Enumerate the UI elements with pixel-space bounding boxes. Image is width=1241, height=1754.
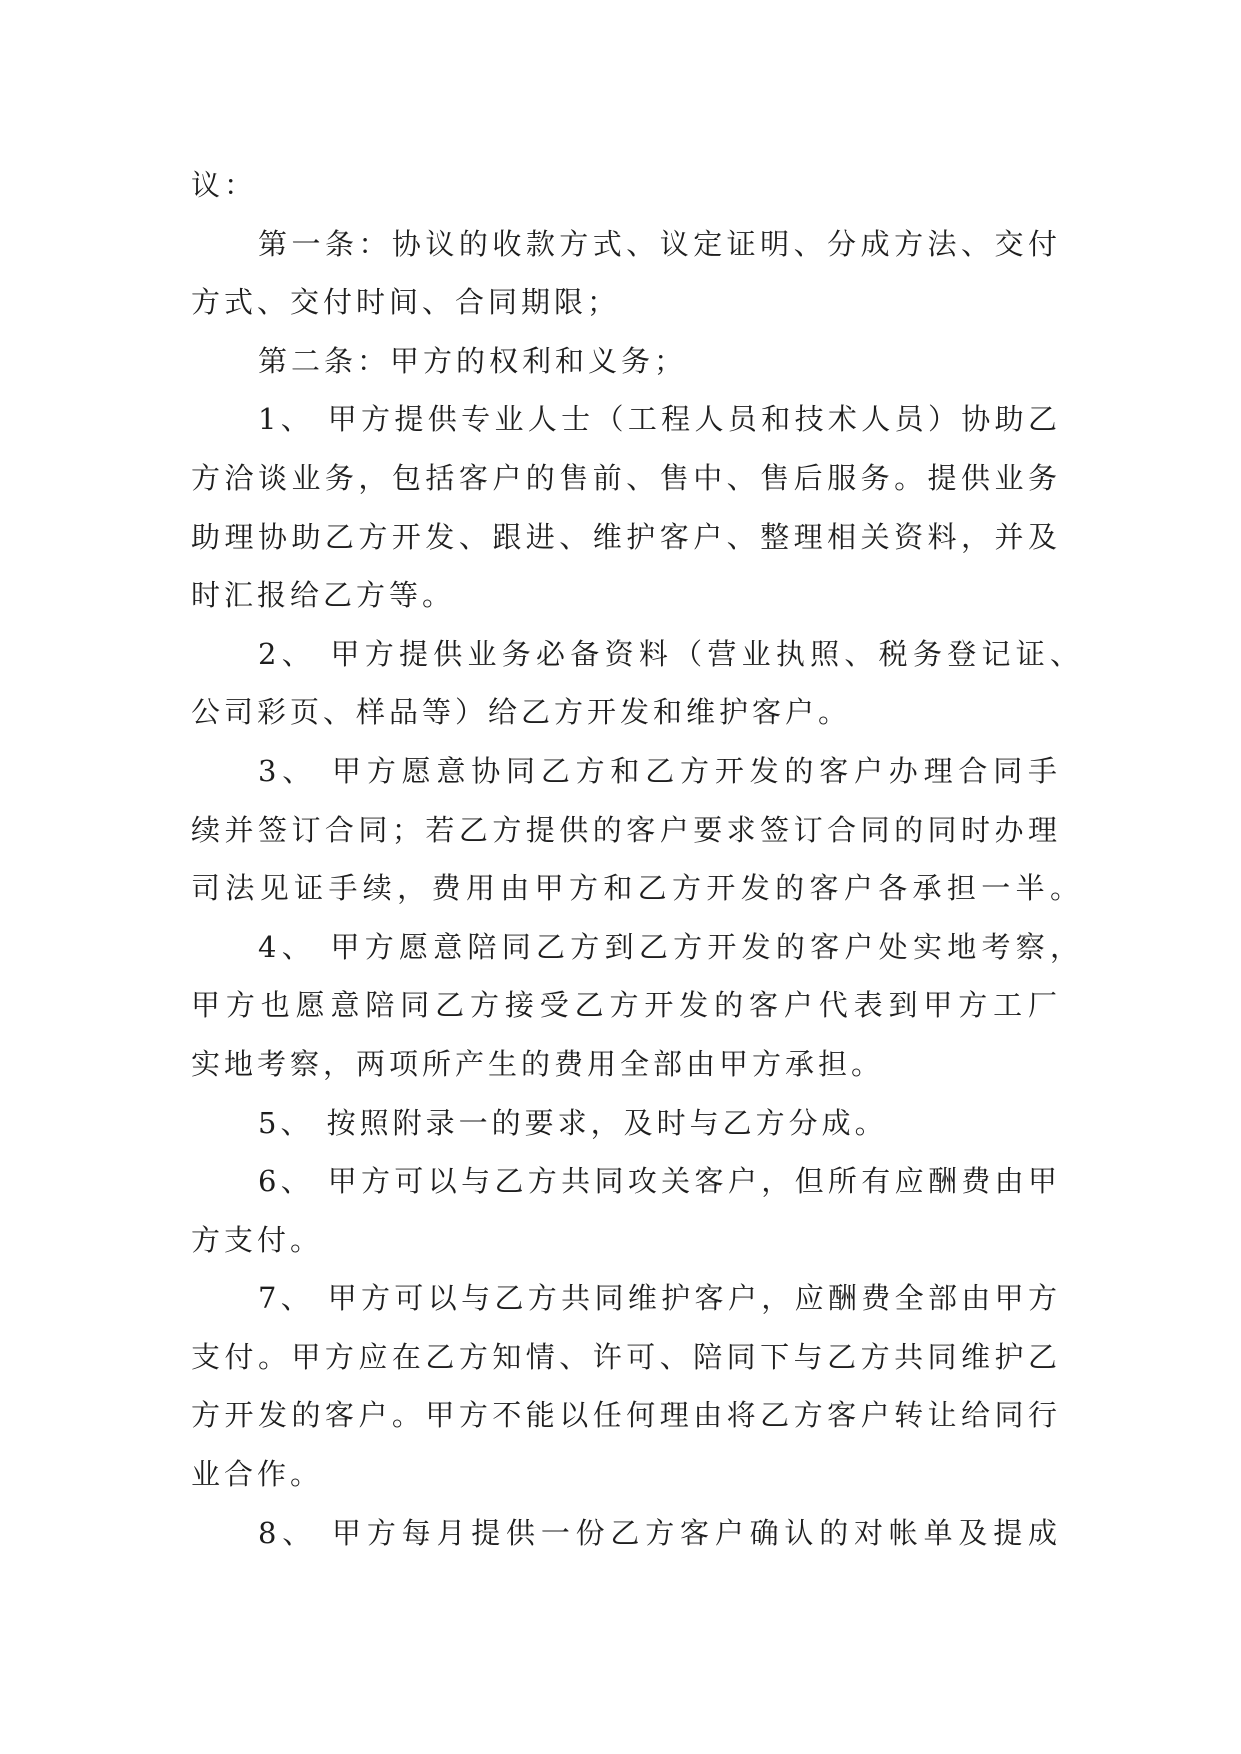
text-line: 时汇报给乙方等。: [191, 578, 456, 613]
paragraph-item-7: [191, 1269, 1071, 1503]
text-line: 2、 甲方提供业务必备资料（营业执照、税务登记证、: [258, 636, 1079, 671]
paragraph-item-6: [191, 1152, 1071, 1269]
paragraph-item-8: [191, 1504, 1071, 1563]
text-line: 公司彩页、样品等）给乙方开发和维护客户。: [191, 695, 852, 730]
paragraph-item-5: [191, 1094, 1071, 1153]
text-line: 业合作。: [191, 1457, 324, 1492]
text-line: 甲方也愿意陪同乙方接受乙方开发的客户代表到甲方工厂: [191, 988, 1057, 1023]
text-line: 实地考察，两项所产生的费用全部由甲方承担。: [191, 1046, 885, 1081]
paragraph-article-1: [191, 215, 1071, 332]
text-line: 方洽谈业务，包括客户的售前、售中、售后服务。提供业务: [191, 460, 1057, 495]
text-line: 7、 甲方可以与乙方共同维护客户，应酬费全部由甲方: [258, 1281, 1057, 1316]
text-line: 1、 甲方提供专业人士（工程人员和技术人员）协助乙: [258, 402, 1057, 437]
paragraph-item-2: [191, 625, 1079, 742]
paragraph-article-2: [191, 332, 1071, 391]
text-line: 第二条：甲方的权利和义务；: [258, 343, 688, 378]
text-line: 议：: [191, 168, 258, 202]
text-line: 方开发的客户。甲方不能以任何理由将乙方客户转让给同行: [191, 1398, 1057, 1433]
paragraph-item-3: [191, 742, 1079, 918]
paragraph-continuation: [191, 156, 1071, 215]
text-line: 支付。甲方应在乙方知情、许可、陪同下与乙方共同维护乙: [191, 1339, 1057, 1374]
text-line: 3、 甲方愿意协同乙方和乙方开发的客户办理合同手: [258, 753, 1057, 788]
text-line: 方支付。: [191, 1222, 324, 1257]
text-line: 5、 按照附录一的要求，及时与乙方分成。: [258, 1105, 888, 1140]
paragraph-item-1: [191, 390, 1071, 624]
text-line: 续并签订合同；若乙方提供的客户要求签订合同的同时办理: [191, 812, 1057, 847]
text-line: 第一条：协议的收款方式、议定证明、分成方法、交付: [258, 226, 1057, 261]
text-line: 助理协助乙方开发、跟进、维护客户、整理相关资料，并及: [191, 519, 1057, 554]
text-line: 司法见证手续，费用由甲方和乙方开发的客户各承担一半。: [191, 871, 1079, 906]
text-line: 4、 甲方愿意陪同乙方到乙方开发的客户处实地考察，: [258, 929, 1079, 964]
text-line: 8、 甲方每月提供一份乙方客户确认的对帐单及提成: [258, 1515, 1057, 1550]
text-line: 6、 甲方可以与乙方共同攻关客户，但所有应酬费由甲: [258, 1164, 1057, 1199]
text-line: 方式、交付时间、合同期限；: [191, 285, 621, 320]
document-body: [191, 156, 1079, 1562]
paragraph-item-4: [191, 918, 1079, 1094]
